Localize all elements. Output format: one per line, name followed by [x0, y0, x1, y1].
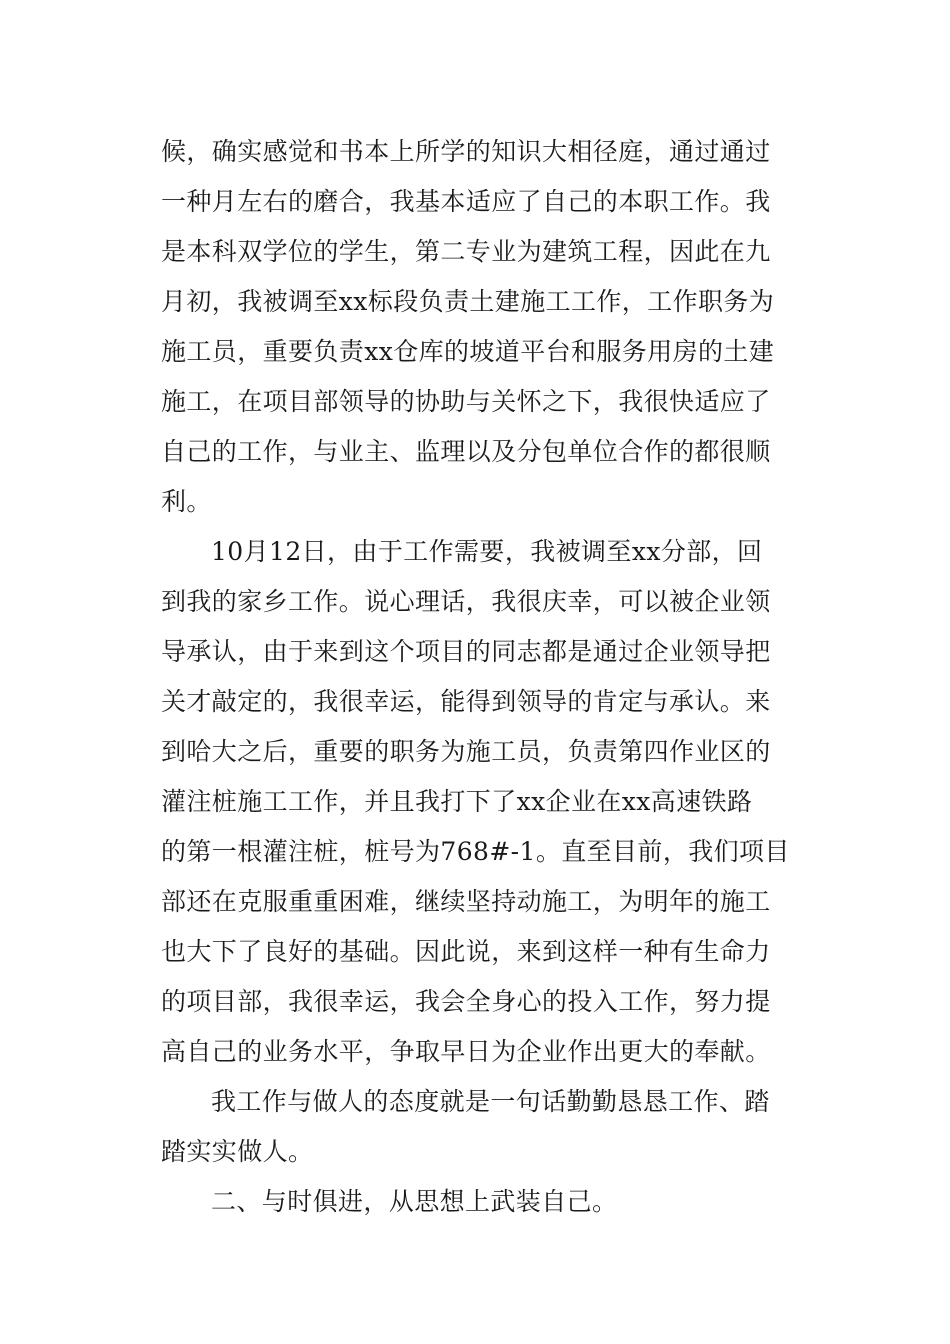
text-line: 自己的工作，与业主、监理以及分包单位合作的都很顺: [161, 437, 771, 466]
text-line: 到我的家乡工作。说心理话，我很庆幸，可以被企业领: [161, 587, 771, 616]
text-line: 施工，在项目部领导的协助与关怀之下，我很快适应了: [161, 387, 771, 416]
text-line: 10月12日，由于工作需要，我被调至xx分部，回: [211, 537, 763, 566]
text-line: 我工作与做人的态度就是一句话勤勤恳恳工作、踏: [211, 1087, 770, 1116]
text-line: 也大下了良好的基础。因此说，来到这样一种有生命力: [161, 937, 771, 966]
text-line: 高自己的业务水平，争取早日为企业作出更大的奉献。: [161, 1037, 771, 1066]
text-line: 部还在克服重重困难，继续坚持动施工，为明年的施工: [161, 887, 771, 916]
paragraph: [161, 1177, 781, 1227]
text-line: 是本科双学位的学生，第二专业为建筑工程，因此在九: [161, 237, 771, 266]
text-line: 候，确实感觉和书本上所学的知识大相径庭，通过通过: [161, 137, 771, 166]
paragraph: [161, 527, 790, 1077]
text-line: 二、与时俱进，从思想上武装自己。: [211, 1187, 618, 1216]
text-line: 灌注桩施工工作，并且我打下了xx企业在xx高速铁路: [161, 787, 753, 816]
text-line: 关才敲定的，我很幸运，能得到领导的肯定与承认。来: [161, 687, 771, 716]
text-line: 的项目部，我很幸运，我会全身心的投入工作，努力提: [161, 987, 771, 1016]
text-line: 到哈大之后，重要的职务为施工员，负责第四作业区的: [161, 737, 771, 766]
paragraph: [161, 127, 781, 527]
text-line: 导承认，由于来到这个项目的同志都是通过企业领导把: [161, 637, 771, 666]
text-line: 月初，我被调至xx标段负责土建施工工作，工作职务为: [161, 287, 775, 316]
text-line: 利。: [161, 487, 212, 516]
paragraph: [161, 1077, 781, 1177]
text-line: 的第一根灌注桩，桩号为768#-1。直至目前，我们项目: [161, 837, 790, 866]
document-body: [161, 127, 790, 1227]
text-line: 一种月左右的磨合，我基本适应了自己的本职工作。我: [161, 187, 771, 216]
text-line: 踏实实做人。: [161, 1137, 314, 1166]
text-line: 施工员，重要负责xx仓库的坡道平台和服务用房的土建: [161, 337, 775, 366]
